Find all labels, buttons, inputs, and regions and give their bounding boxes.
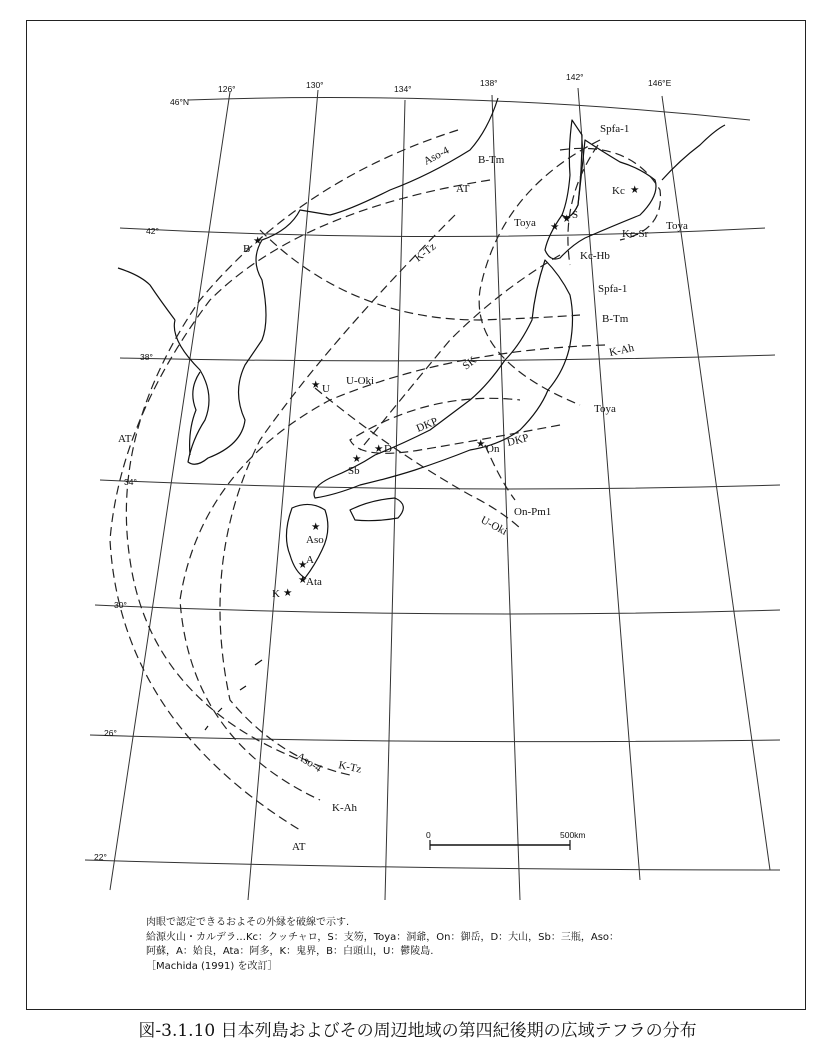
tephra-limit-ktz: [220, 215, 455, 775]
lon-label-138: 138°: [480, 78, 498, 88]
tephra-limit-aso4: [126, 130, 458, 760]
latitude-line-30: [95, 605, 780, 614]
coast-korea-west: [190, 372, 200, 455]
tephra-limit-uoki: [315, 388, 520, 528]
longitude-line-138: [492, 95, 520, 900]
map-notes: [146, 916, 746, 974]
tephra-label-aso4-north: Aso-4: [421, 144, 452, 168]
coast-hokkaido: [545, 140, 656, 259]
longitude-line-146: [662, 96, 770, 870]
tephra-limit-kc: [560, 148, 661, 240]
lat-label-26: 26°: [104, 728, 117, 738]
latitude-line-38: [120, 355, 775, 361]
tephra-label-at-west: AT: [118, 433, 132, 445]
figure-caption: 図-3.1.10 日本列島およびその周辺地域の第四紀後期の広域テフラの分布: [138, 1021, 697, 1041]
tephra-label-dkp-east: DKP: [505, 431, 531, 449]
lat-label-22: 22°: [94, 852, 107, 862]
source-label-b: B: [243, 243, 251, 255]
latitude-line-26: [90, 735, 780, 742]
source-label-ata: Ata: [306, 576, 322, 588]
source-label-a: A: [306, 554, 314, 566]
lon-label-134: 134°: [394, 84, 412, 94]
latitude-line-46: [188, 98, 750, 121]
lat-label-38: 38°: [140, 352, 153, 362]
lat-label-34: 34°: [124, 477, 137, 487]
star-icon: ★: [476, 438, 486, 450]
tephra-limit-btm: [260, 230, 580, 320]
star-icon: ★: [311, 521, 321, 533]
tephra-label-kah-south: K-Ah: [332, 802, 358, 814]
star-icon: ★: [550, 221, 560, 233]
star-icon: ★: [298, 559, 308, 571]
tephra-label-at-south: AT: [292, 841, 306, 853]
source-label-u: U: [322, 383, 330, 395]
longitude-line-126: [110, 92, 230, 890]
source-label-sb: Sb: [348, 465, 360, 477]
latitude-line-22: [85, 860, 780, 870]
tephra-label-dkp-west: DKP: [414, 415, 440, 435]
source-label-on: On: [486, 443, 500, 455]
tephra-limit-toya: [479, 140, 600, 405]
note-line: 肉眼で認定できるおよその外縁を破線で示す.: [146, 917, 350, 928]
lon-label-126: 126°: [218, 84, 236, 94]
tephra-label-toya-east: Toya: [666, 220, 688, 232]
tephra-limit-sk: [360, 255, 560, 450]
lat-label-30: 30°: [114, 600, 127, 610]
tephra-label-ktz-north: K-Tz: [412, 240, 439, 265]
longitude-line-134: [385, 100, 405, 900]
tephra-label-spfa1-north: Spfa-1: [600, 123, 630, 135]
lon-label-142: 142°: [566, 72, 584, 82]
star-icon: ★: [283, 587, 293, 599]
note-line: 給源火山・カルデラ…Kc：クッチャロ，S：支笏，Toya：洞爺，On：御岳，D：大山，Sb：三瓶，Aso：: [146, 931, 620, 943]
star-icon: ★: [562, 213, 572, 225]
star-icon: ★: [374, 443, 384, 455]
tephra-label-kah-east: K-Ah: [608, 341, 636, 359]
tephra-label-kchb: Kc-Hb: [580, 250, 610, 262]
lat-label-42: 42°: [146, 226, 159, 236]
coast-okinawa-islands: [205, 660, 262, 730]
source-label-aso: Aso: [306, 534, 324, 546]
tephra-label-spfa1-south: Spfa-1: [598, 283, 628, 295]
tephra-label-onpm1: On-Pm1: [514, 506, 552, 518]
latitude-line-34: [100, 480, 780, 489]
scale-zero: 0: [426, 830, 431, 840]
star-icon: ★: [253, 235, 263, 247]
lon-label-130: 130°: [306, 80, 324, 90]
source-label-s: S: [572, 209, 579, 221]
star-icon: ★: [630, 184, 640, 196]
note-line: 阿蘇，A：姶良，Ata：阿多，K：鬼界，B：白頭山，U：鬱陵島.: [146, 946, 434, 957]
source-label-toya: Toya: [514, 217, 536, 229]
tephra-label-aso4-south: Aso-4: [294, 750, 324, 775]
tephra-label-sk: SK: [460, 354, 479, 373]
tephra-label-ktz-south: K-Tz: [337, 759, 363, 776]
source-label-k: K: [272, 588, 280, 600]
source-label-d: D: [384, 443, 392, 455]
tephra-label-btm-north: B-Tm: [478, 154, 505, 166]
lat-label-46: 46°N: [170, 97, 189, 107]
lon-label-146: 146°E: [648, 78, 672, 88]
star-icon: ★: [352, 453, 362, 465]
tephra-label-uoki-north: U-Oki: [346, 375, 375, 387]
note-line: ［Machida (1991) を改訂］: [146, 960, 278, 972]
tephra-label-btm-south: B-Tm: [602, 313, 629, 325]
star-icon: ★: [311, 379, 321, 391]
coast-kuril: [662, 125, 725, 180]
tephra-label-uoki-south: U-Oki: [478, 514, 510, 538]
scale-end: 500km: [560, 830, 586, 840]
tephra-label-at-north: AT: [456, 183, 470, 195]
tephra-label-kcsr: Kc-Sr: [622, 228, 649, 240]
star-icon: ★: [298, 574, 308, 586]
source-label-kc: Kc: [612, 185, 625, 197]
tephra-label-toya-south: Toya: [594, 403, 616, 415]
coast-asia-mainland-2: [118, 268, 175, 320]
longitude-line-142: [578, 88, 640, 880]
